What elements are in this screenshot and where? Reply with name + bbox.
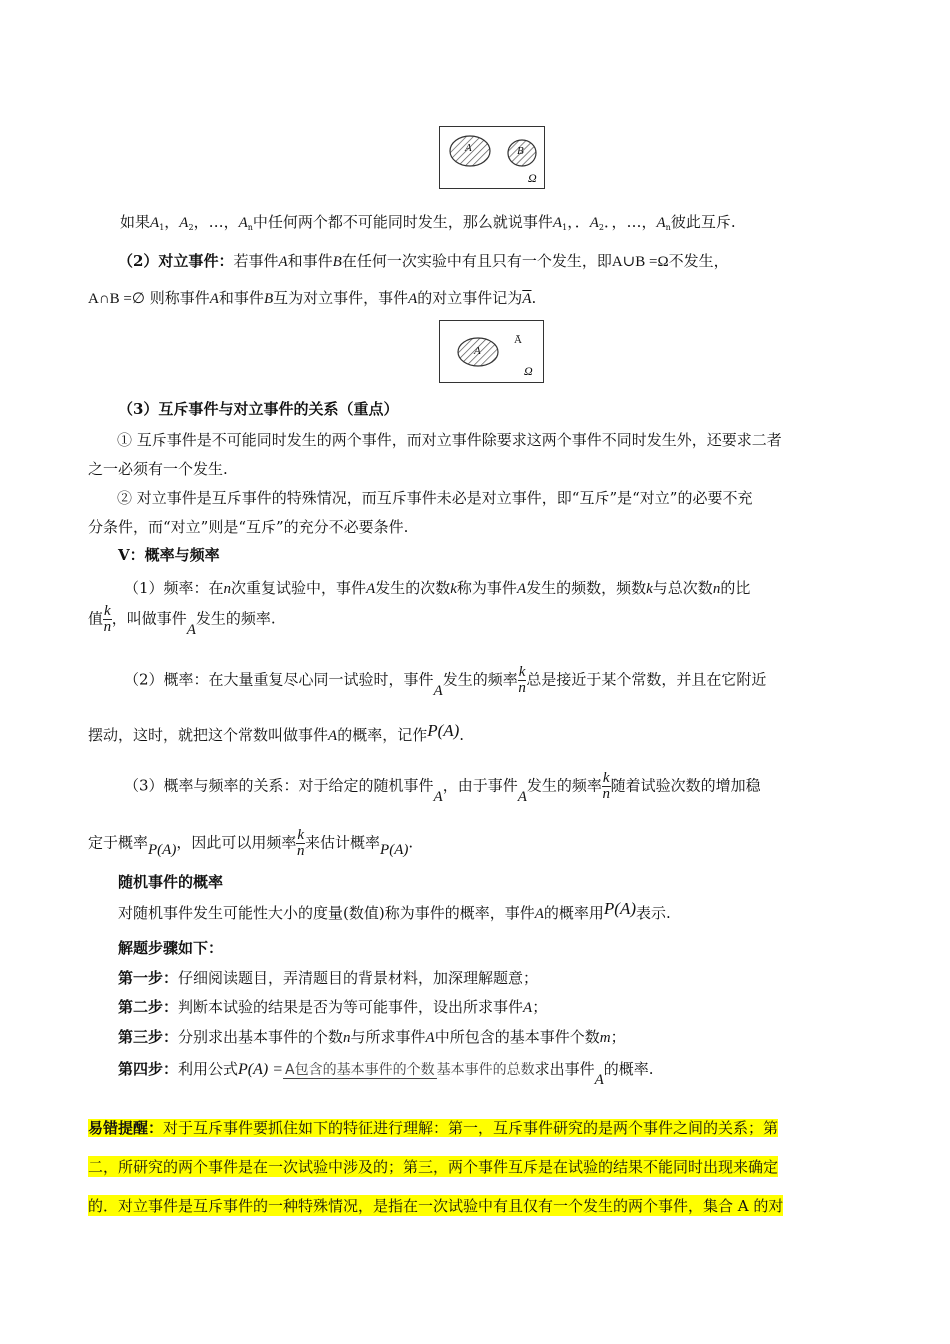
complement-definition-line2	[88, 287, 536, 308]
steps-heading: 解题步骤如下：	[118, 939, 224, 957]
step-text: 仔细阅读题目，弄清题目的背景材料，加深理解题意；	[178, 969, 539, 987]
step-label: 第四步：	[118, 1060, 179, 1078]
text: ．，…，	[603, 213, 657, 231]
text: 互为对立事件，事件	[273, 289, 409, 307]
relation-prob-freq-line1	[124, 770, 761, 805]
step-label: 第二步：	[118, 998, 179, 1016]
numerator: k	[297, 827, 305, 843]
section-heading: （2）对立事件：	[118, 252, 234, 270]
text: 发生的频率.	[195, 609, 276, 628]
var-a: A	[594, 1072, 604, 1088]
text: 称为事件	[456, 579, 517, 597]
complement-a: $\overline{A}$	[522, 291, 532, 307]
text: ，．	[567, 213, 590, 231]
denominator: 基本事件的总数	[436, 1061, 535, 1078]
step-text: 分别求出基本事件的个数	[178, 1028, 344, 1046]
fraction-k-over-n	[602, 771, 611, 802]
var-a: A	[408, 291, 418, 307]
text: 如果	[120, 213, 151, 231]
p-of-a: P(A)	[380, 841, 409, 858]
complement-label: Ā	[514, 334, 522, 346]
text: .	[459, 726, 465, 744]
probability-line2	[88, 721, 465, 745]
text: 中所包含的基本事件个数	[434, 1028, 600, 1046]
var-a: A	[366, 581, 376, 597]
var-an: A	[656, 215, 666, 231]
fraction-k-over-n	[296, 828, 305, 859]
p-of-a: P(A)	[148, 841, 177, 858]
denominator: n	[602, 786, 610, 802]
text: 的概率用	[543, 904, 604, 922]
warning-line2: 二，所研究的两个事件是在一次试验中涉及的；第三，两个事件互斥是在试验的结果不能同时出现来确定	[88, 1158, 779, 1176]
text: 值	[88, 609, 104, 628]
set-a-label: A	[474, 345, 481, 357]
numerator: k	[518, 664, 526, 680]
text: 与总次数	[652, 579, 713, 597]
universe-label: Ω	[524, 364, 533, 378]
subscript: n	[247, 223, 253, 232]
text: 定于概率	[88, 833, 149, 852]
text: 与所求事件	[350, 1028, 426, 1046]
step-4	[118, 1058, 654, 1088]
var-n: n	[343, 1030, 351, 1046]
text: 和事件	[287, 252, 333, 270]
relation-item1-line2: 之一必须有一个发生.	[88, 460, 228, 478]
text: 若事件	[233, 252, 279, 270]
denominator: n	[103, 619, 112, 635]
relation-prob-freq-line2	[88, 828, 413, 859]
section-heading-v: V：概率与频率	[118, 546, 220, 564]
complement-definition-line1	[118, 250, 729, 271]
text: 的概率.	[603, 1060, 654, 1078]
intersection-formula: A∩B =∅	[88, 291, 145, 307]
text: 中任何两个都不可能同时发生，那么就说事件	[252, 213, 553, 231]
var-n: n	[223, 581, 232, 597]
var-b: B	[263, 291, 274, 307]
text: 的对立事件记为	[417, 289, 523, 307]
text: 总是接近于某个常数，并且在它附近	[526, 670, 767, 689]
warning-line3: 的．对立事件是互斥事件的一种特殊情况，是指在一次试验中有且仅有一个发生的两个事件，集合 A 的对	[88, 1197, 784, 1215]
var-k: k	[646, 581, 653, 597]
p-of-a: P(A) =	[238, 1061, 284, 1078]
text: 和事件	[218, 289, 264, 307]
text: 随着试验次数的增加稳	[610, 776, 761, 795]
var-a: A	[209, 291, 219, 307]
text: ；	[610, 1028, 626, 1046]
relation-item2-line1: ② 对立事件是互斥事件的特殊情况，而互斥事件未必是对立事件，即“互斥”是“对立”的必要不充	[117, 489, 753, 507]
random-event-definition	[118, 899, 671, 923]
text: 发生的次数	[375, 579, 451, 597]
var-m: m	[599, 1030, 611, 1046]
text: .	[531, 289, 537, 307]
section-heading-random-event: 随机事件的概率	[118, 873, 224, 891]
text: 对随机事件发生可能性大小的度量(数值)称为事件的概率，事件	[118, 904, 535, 922]
set-b-label: B	[517, 145, 524, 157]
section-heading-relation: （3）互斥事件与对立事件的关系（重点）	[118, 400, 399, 418]
text: 求出事件	[534, 1060, 595, 1078]
text: ；	[532, 998, 548, 1016]
var-a2: A	[179, 215, 189, 231]
universe-label: Ω	[528, 171, 537, 185]
var-a: A	[523, 1000, 533, 1016]
text: 发生的频率	[442, 670, 518, 689]
text: （1）频率：在	[124, 579, 224, 597]
step-2	[118, 996, 547, 1017]
mutex-definition-line	[120, 211, 736, 232]
set-a-label: A	[465, 142, 472, 154]
relation-item1-line1: ① 互斥事件是不可能同时发生的两个事件，而对立事件除要求这两个事件不同时发生外，还要求二者	[117, 431, 782, 449]
text: 在任何一次实验中有且只有一个发生，即	[341, 252, 612, 270]
frequency-line2	[88, 603, 276, 638]
step-text: 利用公式	[178, 1060, 239, 1078]
step-1	[118, 967, 538, 988]
var-a: A	[433, 682, 443, 699]
var-a2: A	[589, 215, 599, 231]
probability-formula-fraction	[283, 1062, 535, 1078]
relation-item2-line2: 分条件，而“对立”则是“互斥”的充分不必要条件.	[88, 518, 409, 536]
subscript: n	[665, 223, 671, 232]
text: 发生的频率	[526, 776, 602, 795]
step-label: 第一步：	[118, 969, 179, 987]
text: 来估计概率	[305, 833, 381, 852]
venn-diagram-mutually-exclusive	[439, 126, 545, 189]
subscript: 2	[598, 223, 604, 232]
text: 摆动，这时，就把这个常数叫做事件	[88, 726, 329, 744]
text: 的概率，记作	[337, 726, 428, 744]
denominator: n	[518, 680, 526, 696]
var-a: A	[516, 581, 527, 597]
var-an: A	[238, 215, 248, 231]
warning-label: 易错提醒：	[88, 1119, 164, 1137]
numerator: k	[602, 770, 610, 786]
var-a: A	[517, 788, 527, 805]
p-of-a: P(A)	[427, 721, 460, 740]
var-k: k	[450, 581, 457, 597]
numerator: A包含的基本事件的个数	[285, 1061, 435, 1078]
warning-line1	[88, 1117, 778, 1138]
step-label: 第三步：	[118, 1028, 179, 1046]
text: 彼此互斥.	[670, 213, 736, 231]
step-text: 判断本试验的结果是否为等可能事件，设出所求事件	[178, 998, 524, 1016]
var-a: A	[425, 1030, 435, 1046]
text: （3）概率与频率的关系：对于给定的随机事件	[124, 776, 434, 795]
numerator: k	[104, 603, 111, 619]
venn-diagram-complementary	[439, 320, 544, 383]
var-a: A	[534, 906, 544, 922]
var-a1: A	[552, 215, 563, 231]
text: 不发生，	[668, 252, 729, 270]
frequency-line1	[124, 577, 750, 598]
var-n: n	[712, 581, 721, 597]
warning-text: 对于互斥事件要抓住如下的特征进行理解：第一，互斥事件研究的是两个事件之间的关系；第	[163, 1119, 779, 1137]
text: 发生的频数，频数	[526, 579, 647, 597]
var-a: A	[328, 728, 338, 744]
var-b: B	[332, 254, 342, 270]
text: （2）概率：在大量重复尽心同一试验时，事件	[124, 670, 434, 689]
text: ，叫做事件	[111, 609, 187, 628]
subscript: 1	[159, 223, 165, 232]
var-a: A	[186, 621, 196, 638]
subscript: 2	[188, 223, 194, 232]
text: ，由于事件	[442, 776, 518, 795]
text: ，	[164, 213, 180, 231]
text: ，…，	[193, 213, 239, 231]
union-formula: A∪B =Ω	[611, 254, 669, 270]
text: ，因此可以用频率	[176, 833, 297, 852]
subscript: 1	[562, 223, 568, 232]
var-a: A	[433, 788, 443, 805]
text: 次重复试验中，事件	[231, 579, 367, 597]
text: 的比	[720, 579, 751, 597]
var-a1: A	[150, 215, 160, 231]
fraction-k-over-n	[103, 604, 112, 635]
probability-line1	[124, 664, 767, 699]
p-of-a: P(A)	[603, 899, 636, 918]
text: .	[408, 833, 414, 852]
text: 表示.	[636, 904, 671, 922]
var-a: A	[278, 254, 288, 270]
step-3	[118, 1026, 626, 1047]
denominator: n	[296, 843, 305, 859]
text: 则称事件	[149, 289, 210, 307]
